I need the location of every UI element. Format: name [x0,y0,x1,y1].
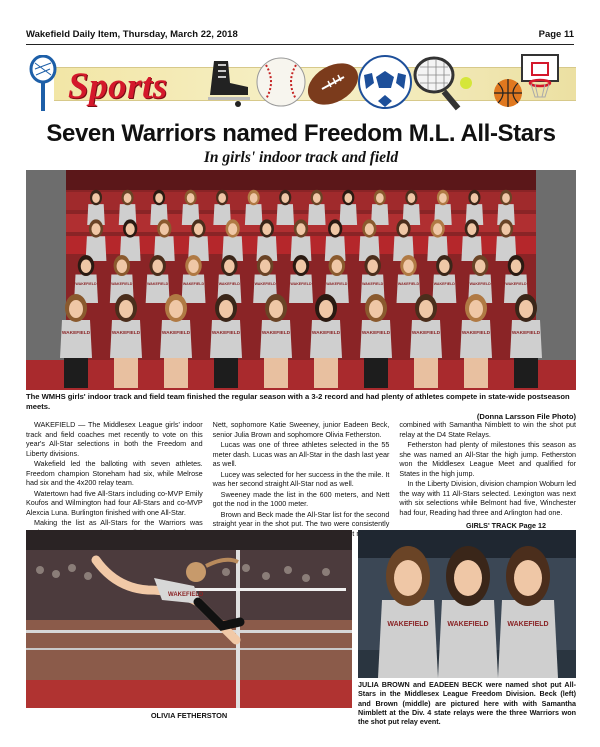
jersey-lettering: WAKEFIELD [290,282,312,286]
jersey-lettering: WAKEFIELD [61,331,91,336]
article-column-2 [212,420,390,528]
jersey-lettering: WAKEFIELD [111,282,133,286]
jersey-lettering: WAKEFIELD [147,282,169,286]
article-subheadline: In girls' indoor track and field [203,149,399,166]
paragraph: Watertown had five All-Stars including co-MVP Emily Koufos and Wilmington had four All-Stars and co-MVP Alexcia Luna. Burlington finished with one All-Star. [26,488,203,517]
high-jump-photo [26,530,352,708]
jersey-lettering: WAKEFIELD [507,621,549,628]
jersey-lettering: WAKEFIELD [505,282,527,286]
paragraph: Brown and Beck made the All-Star list for the second straight year in the shot put. The two were consistently [212,509,390,528]
jersey-lettering: WAKEFIELD [387,621,429,628]
jersey-lettering: WAKEFIELD [469,282,491,286]
jersey-lettering: WAKEFIELD [326,282,348,286]
jersey-lettering: WAKEFIELD [111,331,141,336]
jumper-jersey: WAKEFIELD [168,592,204,598]
jersey-lettering: WAKEFIELD [461,331,491,336]
caption-text: The WMHS girls' indoor track and field team finished the regular season with a 3-2 record and had plenty of athletes compete in state-wide postseason meets. [26,392,570,411]
article-body [26,420,577,530]
hockey-skate-icon [204,57,252,107]
page-number: Page 11 [538,29,574,40]
shot-put-photo [358,530,576,678]
continued-on-link[interactable]: GIRLS' TRACK Page 12 [466,521,547,530]
team-photo-image [26,170,576,390]
jersey-lettering: WAKEFIELD [511,331,541,336]
sports-wordmark: Sports [68,66,168,107]
sports-banner [26,53,576,115]
basketball-hoop-icon [492,53,562,113]
paragraph: In the Liberty Division, division champion Woburn led the way with 11 All-Stars selected. Lexington was next with six selections while Belmont had five, Winchester had four, Reading had three and Arlington had one. [399,479,577,517]
shot-put-image [358,530,576,678]
article-headline: Seven Warriors named Freedom M.L. All-Stars [46,120,556,147]
paragraph: Fetherston had plenty of milestones this season as she was named an All-Star the high jump. Fetherston won the Middlesex League Meet and qualified for States in the high jump. [399,440,577,478]
paragraph: WAKEFIELD — The Middlesex League girls' indoor track and field coaches met recently to vote on this year's All-Star selections in both the Freedom and Liberty divisions. [26,420,203,458]
article-column-3 [399,420,577,530]
paragraph: Lucey was selected for her success in the the mile. It was her second straight All-Star nod as well. [212,469,390,488]
jersey-lettering: WAKEFIELD [361,331,391,336]
paragraph: combined with Samantha Nimblett to win the shot put relay at the D4 State Relays. [399,420,577,439]
jersey-lettering: WAKEFIELD [362,282,384,286]
jersey-lettering: WAKEFIELD [261,331,291,336]
soccer-ball-icon [356,53,414,111]
team-photo [26,170,576,390]
football-icon [302,57,364,111]
jersey-lettering: WAKEFIELD [211,331,241,336]
page-header [26,27,574,45]
jersey-lettering: WAKEFIELD [75,282,97,286]
paragraph: Sweeney made the list in the 600 meters, and Nett got the nod in the 1000 meter. [212,489,390,508]
article-column-1 [26,420,203,527]
paragraph: Making the list as All-Stars for the Warriors was [34,518,203,527]
paragraph: Nett, sophomore Katie Sweeney, junior Eadeen Beck, senior Julia Brown and sophomore Olivia Fetherston. [212,420,390,439]
jersey-lettering: WAKEFIELD [433,282,455,286]
team-photo-caption [26,392,576,422]
jersey-lettering: WAKEFIELD [254,282,276,286]
jersey-lettering: WAKEFIELD [411,331,441,336]
high-jump-image [26,530,352,708]
baseball-icon [254,55,308,109]
lacrosse-stick-icon [26,55,60,113]
jersey-lettering: WAKEFIELD [397,282,420,286]
jersey-lettering: WAKEFIELD [161,331,191,336]
paragraph: Wakefield led the balloting with seven athletes. Freedom champion Stoneham had six, while Melrose had six and the 4x200 relay team. [26,459,203,487]
shot-put-caption: JULIA BROWN and EADEEN BECK were named shot put All-Stars in the Middlesex League Freedom Division. Beck (left) and Brown (middle) are pictured here with with Samantha Nimblett at the Div. 4 state relays were the three Warriors won the shot put relay event. [358,680,576,727]
photo-credit: (Donna Larsson File Photo) [476,412,576,421]
high-jump-caption: OLIVIA FETHERSTON [150,711,228,720]
jersey-lettering: WAKEFIELD [218,282,240,286]
jersey-lettering: WAKEFIELD [311,331,341,336]
tennis-racket-icon [410,53,476,113]
jersey-lettering: WAKEFIELD [447,621,489,628]
paragraph: Lucas was one of three athletes selected in the 55 meter dash. Lucas was an All-Star in the dash last year as well. [212,440,390,468]
jersey-lettering: WAKEFIELD [182,282,205,286]
header-date: Wakefield Daily Item, Thursday, March 22, 2018 [26,29,238,40]
